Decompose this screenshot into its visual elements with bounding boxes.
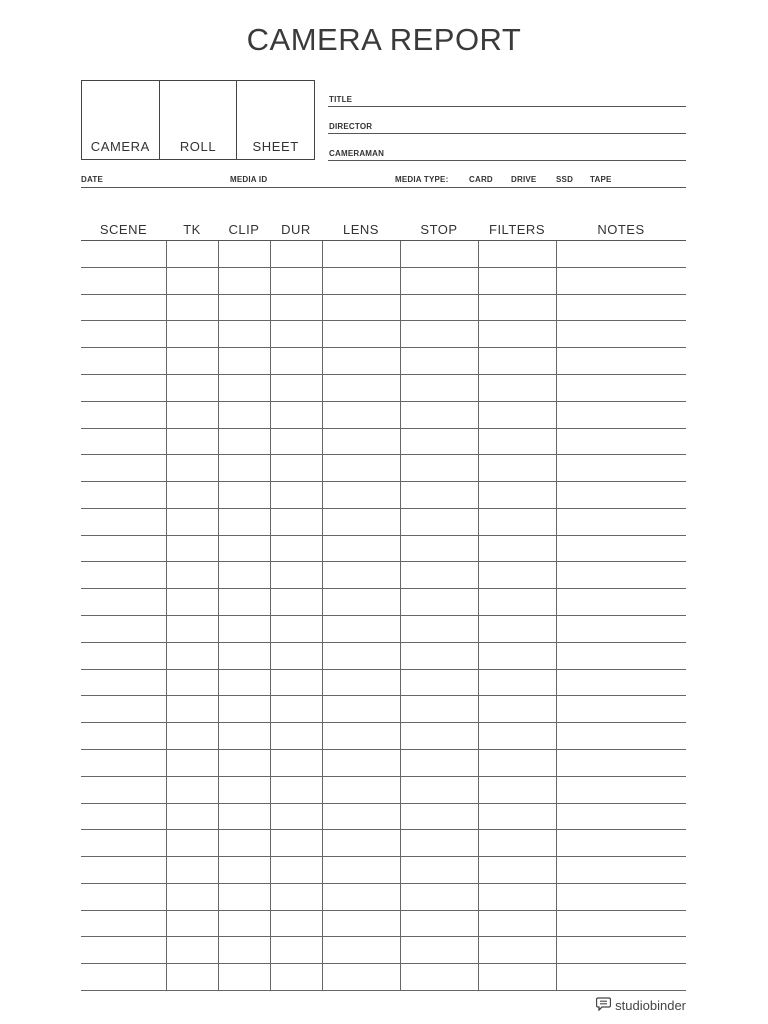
column-header-tk: TK [183,222,201,237]
table-row-line [81,936,686,937]
drive-option[interactable]: DRIVE [511,175,537,184]
table-header [81,222,686,240]
table-row-line [81,910,686,911]
table-row-line [81,615,686,616]
table-row-line [81,803,686,804]
table-row-line [81,401,686,402]
table-row-line [81,320,686,321]
title-field[interactable] [328,90,686,107]
table-row-line [81,347,686,348]
camera-roll-sheet-box [81,80,315,160]
table-column-line [218,241,219,991]
table-row-line [81,481,686,482]
table-column-line [478,241,479,991]
table-row-line [81,508,686,509]
column-header-clip: CLIP [228,222,260,237]
table-row-line [81,588,686,589]
tape-option[interactable]: TAPE [590,175,612,184]
title-label: TITLE [329,95,353,104]
column-header-filters: FILTERS [489,222,545,237]
column-header-lens: LENS [343,222,379,237]
table-row-line [81,749,686,750]
table-row-line [81,883,686,884]
table-row-line [81,561,686,562]
shot-log-table [81,240,686,991]
media-type-label: MEDIA TYPE: [395,175,449,184]
sheet-field[interactable] [237,81,314,159]
table-column-line [166,241,167,991]
table-row-line [81,669,686,670]
table-row-line [81,776,686,777]
table-column-line [322,241,323,991]
table-row-line [81,963,686,964]
page-title: CAMERA REPORT [246,22,522,57]
studiobinder-logo [596,997,686,1014]
director-label: DIRECTOR [329,122,373,131]
table-row-line [81,829,686,830]
table-row-line [81,374,686,375]
cameraman-label: CAMERAMAN [329,149,385,158]
table-row-line [81,642,686,643]
column-header-stop: STOP [420,222,458,237]
table-row-line [81,535,686,536]
table-column-line [400,241,401,991]
table-row-line [81,695,686,696]
media-id-label: MEDIA ID [230,175,268,184]
card-option[interactable]: CARD [469,175,493,184]
sheet-label: SHEET [252,139,299,154]
column-header-notes: NOTES [597,222,645,237]
ssd-option[interactable]: SSD [556,175,574,184]
column-header-scene: SCENE [99,222,148,237]
table-row-line [81,267,686,268]
roll-label: ROLL [179,139,217,154]
table-row-line [81,454,686,455]
chat-bubble-icon [596,997,615,1014]
table-column-line [556,241,557,991]
camera-field[interactable] [82,81,160,159]
table-row-line [81,294,686,295]
table-row-line [81,722,686,723]
table-row-line [81,428,686,429]
director-field[interactable] [328,117,686,134]
cameraman-field[interactable] [328,144,686,161]
camera-label: CAMERA [90,139,150,154]
date-label: DATE [81,175,103,184]
table-column-line [270,241,271,991]
brand-name: studiobinder [615,998,686,1013]
meta-row [81,171,686,188]
table-row-line [81,856,686,857]
table-row-line [81,990,686,991]
column-header-dur: DUR [281,222,311,237]
roll-field[interactable] [160,81,238,159]
